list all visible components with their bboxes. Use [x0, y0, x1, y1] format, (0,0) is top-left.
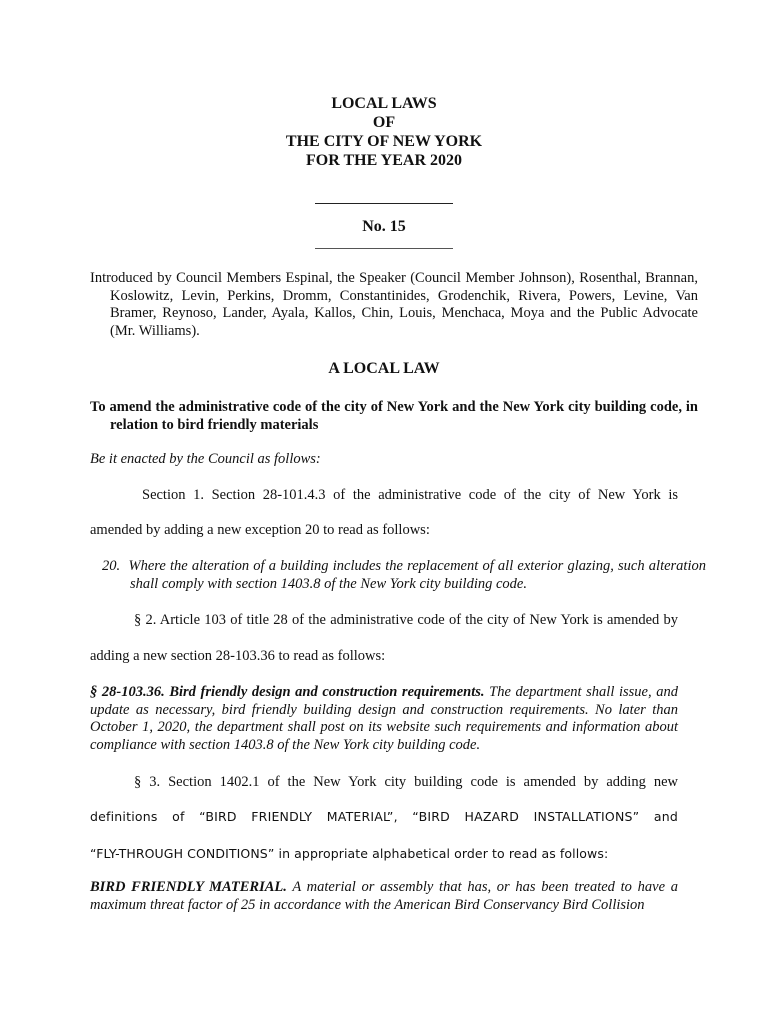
section-3-line-3: “FLY-THROUGH CONDITIONS” in appropriate alphabetical order to read as follows: — [90, 846, 609, 861]
title-divider-top — [315, 203, 453, 204]
introduced-by-paragraph: Introduced by Council Members Espinal, the Speaker (Council Member Johnson), Rosenthal, Brannan, Koslowitz, Levin, Perkins, Dromm, Constantinides, Grodenchik, Rivera, Powers, Levine, Van Bramer, Reynoso, Lander, Ayala, Kallos, Chin, Louis, Menchaca, Moya and the Public Advocate (Mr. Williams). — [90, 270, 698, 339]
title-line-local-laws: LOCAL LAWS — [331, 95, 437, 112]
definition-body: A material or assembly that has, or has been treated to have a maximum threat factor of 25 in accordance with the American Bird Conservancy Bird Collision — [90, 879, 678, 913]
enacting-clause: Be it enacted by the Council as follows: — [90, 451, 321, 467]
new-section-28-103-36 — [90, 684, 678, 754]
title-divider-bottom — [315, 248, 453, 249]
law-heading: A LOCAL LAW — [328, 360, 440, 377]
law-number: No. 15 — [362, 218, 406, 235]
section-2-line-2: adding a new section 28-103.36 to read as follows: — [90, 648, 386, 664]
definition-bird-friendly-material — [90, 879, 678, 914]
title-line-year: FOR THE YEAR 2020 — [305, 152, 462, 169]
section-3-line-1: § 3. Section 1402.1 of the New York city building code is amended by adding new — [134, 774, 678, 790]
section-2-line-1: § 2. Article 103 of title 28 of the administrative code of the city of New York is amended by — [134, 612, 678, 628]
new-section-body: The department shall issue, and update as necessary, bird friendly building design and construction requirements. No later than October 1, 2020, the department shall post on its website such requirements and information about compliance with section 1403.8 of the New York city building code. — [90, 684, 678, 753]
title-line-city: THE CITY OF NEW YORK — [285, 133, 483, 150]
definition-term: BIRD FRIENDLY MATERIAL. — [90, 879, 287, 895]
section-1-line-2: amended by adding a new exception 20 to read as follows: — [90, 522, 430, 538]
new-section-heading: § 28-103.36. Bird friendly design and construction requirements. — [90, 684, 485, 700]
title-line-of: OF — [372, 114, 396, 131]
section-3-line-2: definitions of “BIRD FRIENDLY MATERIAL”, “BIRD HAZARD INSTALLATIONS” and — [90, 809, 678, 824]
document-title — [0, 94, 768, 170]
exception-20: 20. Where the alteration of a building includes the replacement of all exterior glazing, such alteration shall comply with section 1403.8 of the New York city building code. — [102, 558, 706, 592]
section-1-line-1: Section 1. Section 28-101.4.3 of the administrative code of the city of New York is — [142, 487, 678, 503]
purpose-clause: To amend the administrative code of the city of New York and the New York city building code, in relation to bird friendly materials — [90, 399, 698, 433]
